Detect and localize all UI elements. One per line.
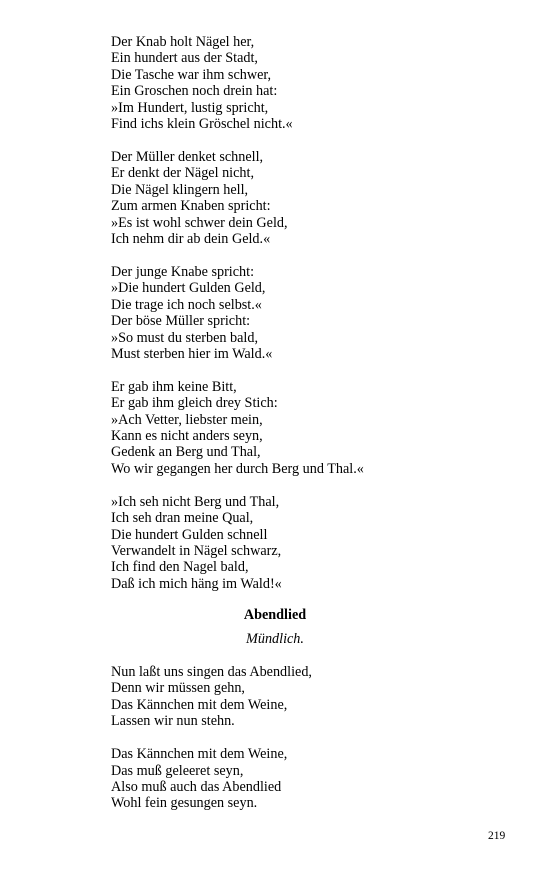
poem-title: Abendlied: [243, 607, 307, 623]
verse-line: Die trage ich noch selbst.«: [111, 296, 262, 313]
verse-line: Der junge Knabe spricht:: [111, 263, 255, 280]
verse-line: Er gab ihm keine Bitt,: [111, 378, 237, 395]
verse-line: Also muß auch das Abendlied: [111, 778, 282, 795]
verse-line: Das Kännchen mit dem Weine,: [111, 746, 288, 763]
verse-line: »Im Hundert, lustig spricht,: [111, 99, 269, 116]
verse-line: Denn wir müssen gehn,: [111, 680, 245, 697]
verse-line: Der Müller denket schnell,: [111, 148, 264, 165]
verse-line: Die hundert Gulden schnell: [111, 526, 268, 543]
verse-line: Zum armen Knaben spricht:: [111, 198, 271, 215]
verse-line: Die Nägel klingern hell,: [111, 181, 249, 198]
verse-line: Wo wir gegangen her durch Berg und Thal.«: [111, 460, 364, 477]
verse-line: »Ach Vetter, liebster mein,: [111, 411, 263, 428]
verse-line: Die Tasche war ihm schwer,: [111, 66, 272, 83]
page-number: 219: [488, 830, 506, 842]
verse-line: Verwandelt in Nägel schwarz,: [111, 542, 282, 559]
verse-line: Das Kännchen mit dem Weine,: [111, 696, 288, 713]
verse-line: Ein hundert aus der Stadt,: [111, 50, 258, 67]
verse-line: Find ichs klein Gröschel nicht.«: [111, 116, 293, 133]
verse-line: Ich seh dran meine Qual,: [111, 510, 254, 527]
stanza-2: [111, 746, 511, 812]
stanza-1: [111, 34, 511, 132]
verse-line: Daß ich mich häng im Wald!«: [111, 575, 282, 592]
verse-line: Ein Groschen noch drein hat:: [111, 83, 278, 100]
verse-line: Wohl fein gesungen seyn.: [111, 795, 258, 812]
poem-abendlied: [111, 664, 511, 828]
poem-subtitle: Mündlich.: [246, 631, 304, 647]
poem-continued: [111, 34, 511, 609]
verse-line: Der böse Müller spricht:: [111, 313, 251, 330]
verse-line: Der Knab holt Nägel her,: [111, 34, 255, 50]
stanza-4: [111, 379, 511, 477]
verse-line: Er gab ihm gleich drey Stich:: [111, 395, 278, 412]
verse-line: Gedenk an Berg und Thal,: [111, 444, 261, 461]
verse-line: Ich find den Nagel bald,: [111, 559, 249, 576]
verse-line: Nun laßt uns singen das Abendlied,: [111, 664, 312, 680]
verse-line: Das muß geleeret seyn,: [111, 762, 244, 779]
stanza-1: [111, 664, 511, 730]
stanza-5: [111, 494, 511, 592]
verse-line: »So must du sterben bald,: [111, 329, 258, 346]
verse-line: Kann es nicht anders seyn,: [111, 428, 263, 445]
verse-line: Must sterben hier im Wald.«: [111, 345, 273, 362]
verse-line: Lassen wir nun stehn.: [111, 713, 235, 730]
stanza-2: [111, 149, 511, 247]
verse-line: Er denkt der Nägel nicht,: [111, 165, 255, 182]
verse-line: »Die hundert Gulden Geld,: [111, 280, 266, 297]
stanza-3: [111, 264, 511, 362]
verse-line: »Es ist wohl schwer dein Geld,: [111, 214, 288, 231]
verse-line: Ich nehm dir ab dein Geld.«: [111, 230, 271, 247]
verse-line: »Ich seh nicht Berg und Thal,: [111, 493, 280, 510]
